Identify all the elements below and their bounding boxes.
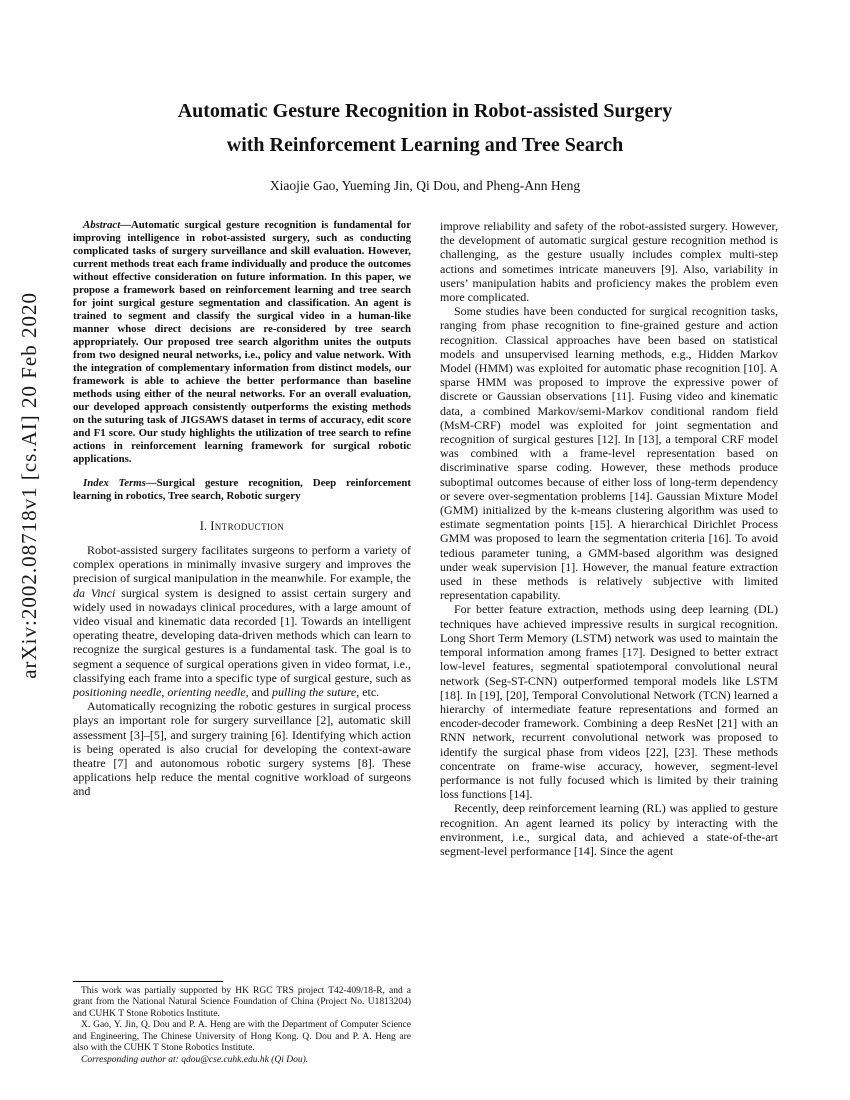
paper-title-line1: Automatic Gesture Recognition in Robot-assisted Surgery [177, 100, 673, 122]
text-segment: surgical system is designed to assist certain surgery and widely used in nowadays clinical procedures, with a large amount of video visual and kinematic data recorded [1]. Towards an intelligent operating theatre, developing data-driven methods which can learn to recognize the surgical gestures is a fundamental task. The goal is to segment a sequence of surgical operations given in video format, i.e., classifying each frame into a specific type of surgical gesture, such as [73, 585, 412, 685]
intro-paragraph-1 [73, 543, 411, 699]
paper-title [0, 94, 850, 162]
section-title: Introduction [210, 519, 285, 533]
footnote-funding: This work was partially supported by HK RGC TRS project T42-409/18-R, and a grant from the National Natural Science Foundation of China (Project No. U1813204) and CUHK T Stone Robotics Institute. [73, 985, 411, 1019]
section-heading-introduction [73, 519, 411, 534]
text-segment: , [161, 685, 168, 700]
abstract-label: Abstract— [83, 219, 131, 231]
right-paragraph-4: Recently, deep reinforcement learning (RL) was applied to gesture recognition. An agent learned its policy by interacting with the environment, i.e., surgical data, and achieved a state-of-the-art segment-level performance [14]. Since the agent [440, 801, 778, 858]
left-column [73, 219, 411, 1066]
text-segment-italic: orienting needle [167, 685, 246, 700]
text-segment: , etc. [356, 685, 380, 700]
two-column-body [73, 219, 778, 1066]
arxiv-sidebar-label: arXiv:2002.08718v1 [cs.AI] 20 Feb 2020 [17, 292, 41, 679]
index-terms [73, 477, 411, 503]
abstract [73, 219, 411, 466]
right-paragraph-2: Some studies have been conducted for surgical recognition tasks, ranging from phase recognition to fine-grained gesture and action recognition. Classical approaches have been based on statistical models and unsupervised learning methods, e.g., Hidden Markov Model (HMM) was exploited for automatic phase recognition [10]. A sparse HMM was proposed to improve the expressive power of discrete or Gaussian observations [11]. Fusing video and kinematic data, a combined Markov/semi-Markov conditional random field (MsM-CRF) model was exploited for joint segmentation and recognition of surgical gestures [12]. In [13], a temporal CRF model was combined with a frame-level representation based on discriminative sparse coding. However, these methods produce suboptimal outcomes because of either loss of long-term dependency or severe over-segmentation problems [14]. Gaussian Mixture Model (GMM) initialized by the k-means clustering algorithm was used to estimate segmentation points [15]. A hierarchical Dirichlet Process GMM was proposed to learn the segmentation criteria [16]. To avoid tedious parameter tuning, a GMM-based algorithm was designed under weak supervision [1]. However, the manual feature extraction used in these methods is relatively subjective with limited representation capability. [440, 304, 778, 603]
text-segment: Robot-assisted surgery facilitates surgeons to perform a variety of complex operations in minimally invasive surgery and improves the precision of surgical manipulation in the meanwhile. For example, the [73, 543, 411, 586]
index-terms-text: Surgical gesture recognition, Deep reinforcement learning in robotics, Tree search, Robotic surgery [73, 477, 411, 502]
text-segment-italic: positioning needle [73, 685, 162, 700]
intro-paragraph-2: Automatically recognizing the robotic gestures in surgical process plays an important role for surgery surveillance [2], automatic skill assessment [3]–[5], and surgery training [6]. Identifying which action is being operated is also crucial for developing the context-aware theatre [7] and autonomous robotic surgery systems [8]. These applications help reduce the mental cognitive workload of surgeons and [73, 699, 411, 799]
paper-title-line2: with Reinforcement Learning and Tree Search [226, 134, 624, 156]
section-number: I. [199, 519, 208, 533]
paper-header [0, 94, 850, 194]
abstract-text: Automatic surgical gesture recognition is fundamental for improving intelligence in robot-assisted surgery, such as conducting complicated tasks of surgery surveillance and skill evaluation. However, current methods treat each frame individually and produce the outcomes without effective consideration on future information. In this paper, we propose a framework based on reinforcement learning and tree search for joint surgical gesture segmentation and classification. An agent is trained to segment and classify the surgical video in a human-like manner whose direct decisions are re-considered by tree search appropriately. Our proposed tree search algorithm unites the outputs from two designed neural networks, i.e., policy and value network. With the integration of complementary information from distinct models, our framework is able to achieve the better performance than baseline methods using either of the neural networks. For an overall evaluation, our developed approach consistently outperforms the existing methods on the suturing task of JIGSAWS dataset in terms of accuracy, edit score and F1 score. Our study highlights the utilization of tree search to refine actions in reinforcement learning framework for surgical robotic applications. [73, 219, 411, 465]
footnote-rule [73, 981, 223, 982]
text-segment-italic: pulling the suture [271, 685, 357, 700]
footnote-corresponding-author: Corresponding author at: qdou@cse.cuhk.edu.hk (Qi Dou). [81, 1054, 309, 1065]
text-segment: , and [245, 685, 272, 700]
index-terms-label: Index Terms— [83, 477, 157, 489]
footnote-block [73, 981, 411, 1067]
text-segment-italic: da Vinci [73, 585, 116, 600]
right-paragraph-3: For better feature extraction, methods using deep learning (DL) techniques have achieved impressive results in surgical recognition. Long Short Term Memory (LSTM) network was used to maintain the temporal information among frames [17]. Designed to better extract low-level features, segmental spatiotemporal convolutional neural network (Seg-ST-CNN) outperformed temporal models like LSTM [18]. In [19], [20], Temporal Convolutional Network (TCN) learned a hierarchy of intermediate feature representations and formed an encoder-decoder framework. Combining a deep ResNet [21] with an RNN network, recurrent convolutional network was proposed to identify the surgical phase from videos [22], [23]. These methods concentrate on frame-wise accuracy, however, segment-level performance is not fully focused which is limited by their training loss functions [14]. [440, 602, 778, 802]
right-paragraph-1: improve reliability and safety of the robot-assisted surgery. However, the development of automatic surgical gesture recognition method is challenging, as the gesture usually includes complex multi-step actions and sometimes intricate maneuvers [9]. Also, variability in users’ manipulation habits and proficiency makes the problem even more complicated. [440, 219, 778, 305]
footnote-affiliation: X. Gao, Y. Jin, Q. Dou and P. A. Heng are with the Department of Computer Science and Engineering, The Chinese University of Hong Kong. Q. Dou and P. A. Heng are also with the CUHK T Stone Robotics Institute. [73, 1020, 411, 1053]
author-list: Xiaojie Gao, Yueming Jin, Qi Dou, and Pheng-Ann Heng [269, 178, 581, 193]
right-column [440, 219, 778, 1066]
